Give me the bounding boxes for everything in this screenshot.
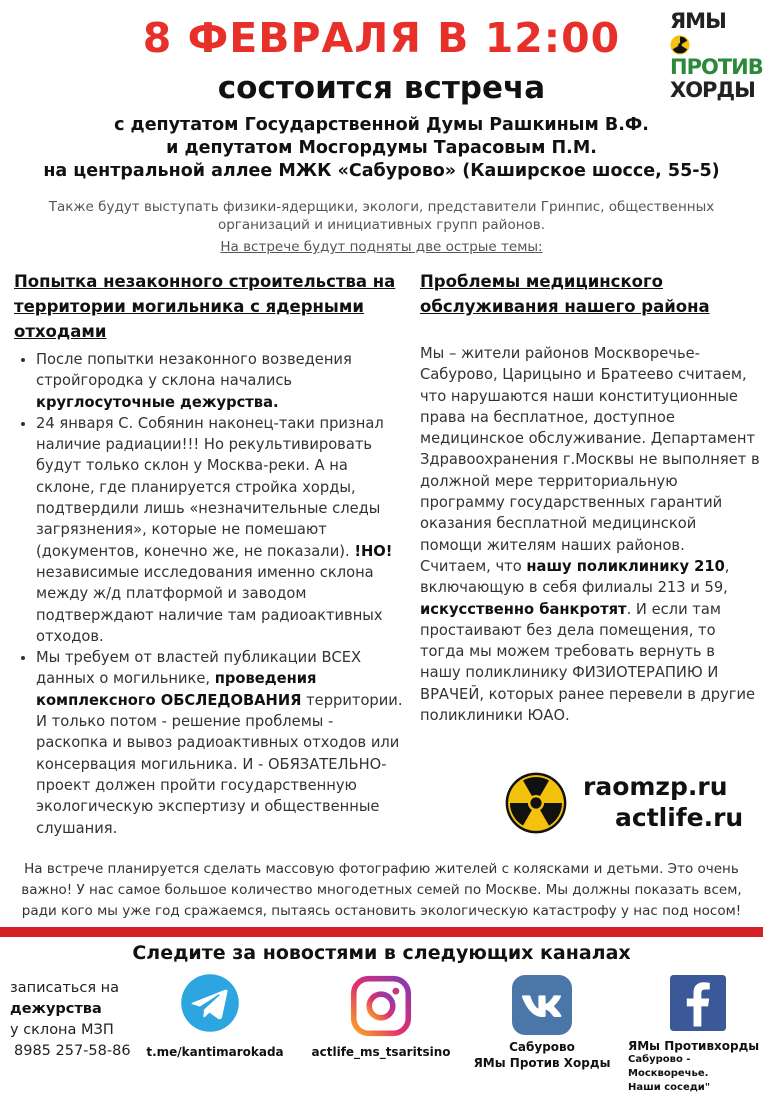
- vk-label[interactable]: [472, 1039, 612, 1071]
- right-heading-box: [420, 269, 750, 319]
- headline-line-3: на центральной аллее МЖК «Сабурово» (Каширское шоссе, 55-5): [43, 161, 720, 181]
- event-date: 8 ФЕВРАЛЯ В 12:00: [142, 14, 621, 62]
- right-paragraph: Мы – жители районов Москворечье-Сабурово, Царицыно и Братеево считаем, что нарушаются наши конституционные права на бесплатное, доступное медицинское обслуживание. Департамент Здравоохранения г.Москвы не выполняет в должной мере территориальную программу государственных гарантий оказания бесплатной медицинской помощи жителям наших районов. Считаем, что нашу поликлинику 210, включающую в себя филиалы 213 и 59, искусственно банкротят. И если там простаивают без дела помещения, то тогда мы можем требовать вернуть в нашу поликлинику ФИЗИОТЕРАПИЮ И ВРАЧЕЙ, которых ранее перевели в другие поликлиники ЮАО.: [420, 345, 760, 725]
- left-column: [14, 269, 406, 839]
- follow-heading: Следите за новостями в следующих каналах: [132, 942, 631, 964]
- signup-phone: 8985 257-58-86: [14, 1043, 131, 1059]
- site-link-actlife[interactable]: actlife.ru: [615, 803, 744, 832]
- facebook-label-line[interactable]: Наши соседи": [628, 1082, 711, 1093]
- vk-label-line[interactable]: Сабурово: [509, 1040, 575, 1054]
- footer-paragraph: На встрече планируется сделать массовую фотографию жителей с колясками и детьми. Это очень важно! У нас самое большое количество многодетных семей по Москве. Мы должны показать всем, ради кого мы уже год сражаемся, пытаясь остановить экологическую катастрофу у нас под носом!: [21, 861, 742, 919]
- intro-topics: На встрече будут подняты две острые темы:: [220, 239, 543, 255]
- radiation-icon: [505, 772, 567, 834]
- headline-line-2: и депутатом Мосгордумы Тарасовым П.М.: [166, 138, 597, 158]
- intro-text: Также будут выступать физики-ядерщики, экологи, представители Гринпис, общественных организаций и инициативных групп районов.: [48, 199, 715, 233]
- instagram-label[interactable]: actlife_ms_tsaritsino: [311, 1045, 451, 1059]
- left-heading: Попытка незаконного строительства на территории могильника с ядерными отходами: [14, 272, 396, 341]
- signup-line: у склона МЗП: [10, 1022, 114, 1038]
- left-bullets: [14, 349, 406, 839]
- facebook-label-line[interactable]: Сабурово - Москворечье.: [628, 1054, 709, 1079]
- divider-band: [0, 927, 763, 937]
- vk-icon[interactable]: [512, 975, 572, 1035]
- signup-line: дежурства: [10, 1001, 102, 1017]
- logo-text-1: ЯМЫ: [670, 9, 726, 33]
- logo-text-3: ХОРДЫ: [670, 78, 755, 102]
- signup-line: записаться на: [10, 980, 120, 996]
- list-item: • Мы требуем от властей публикации ВСЕХ данных о могильнике, проведения комплексного ОБСЛЕДОВАНИЯ территории. И только потом - решение проблемы - раскопка и вывоз радиоактивных отходов или консервация могильника. И - ОБЯЗАТЕЛЬНО-проект должен пройти государственную экологическую экспертизу и общественные слушания.: [36, 647, 406, 839]
- logo-text-2: ПРОТИВ: [670, 55, 763, 79]
- facebook-icon[interactable]: [670, 975, 726, 1031]
- headline-line-1: с депутатом Государственной Думы Рашкиным В.Ф.: [114, 115, 649, 135]
- facebook-label[interactable]: [628, 1039, 763, 1095]
- event-subtitle: состоится встреча: [217, 70, 546, 106]
- right-heading: Проблемы медицинского обслуживания нашего района: [420, 272, 710, 316]
- list-item: • 24 января С. Собянин наконец-таки признал наличие радиации!!! Но рекультивировать будут только склон у Москва-реки. А на склоне, где планируется стройка хорды, подтвердили лишь «незначительные следы загрязнения», которые не помешают (документов, конечно же, не показали). !НО! независимые исследования именно склона между ж/д платформой и заводом подтверждают наличие там радиоактивных отходов.: [36, 413, 406, 647]
- site-link-raomzp[interactable]: raomzp.ru: [583, 772, 728, 801]
- instagram-icon[interactable]: [350, 975, 412, 1037]
- list-item: • После попытки незаконного возведения стройгородка у склона начались круглосуточные дежурства.: [36, 349, 406, 413]
- vk-label-line[interactable]: ЯМы Против Хорды: [473, 1056, 611, 1070]
- signup-info: [10, 978, 131, 1062]
- facebook-label-line[interactable]: ЯМы Противхорды: [628, 1039, 760, 1053]
- telegram-icon[interactable]: [180, 973, 240, 1033]
- logo: [670, 9, 763, 102]
- radiation-icon: [670, 35, 690, 55]
- telegram-label[interactable]: t.me/kantimarokada: [146, 1045, 284, 1059]
